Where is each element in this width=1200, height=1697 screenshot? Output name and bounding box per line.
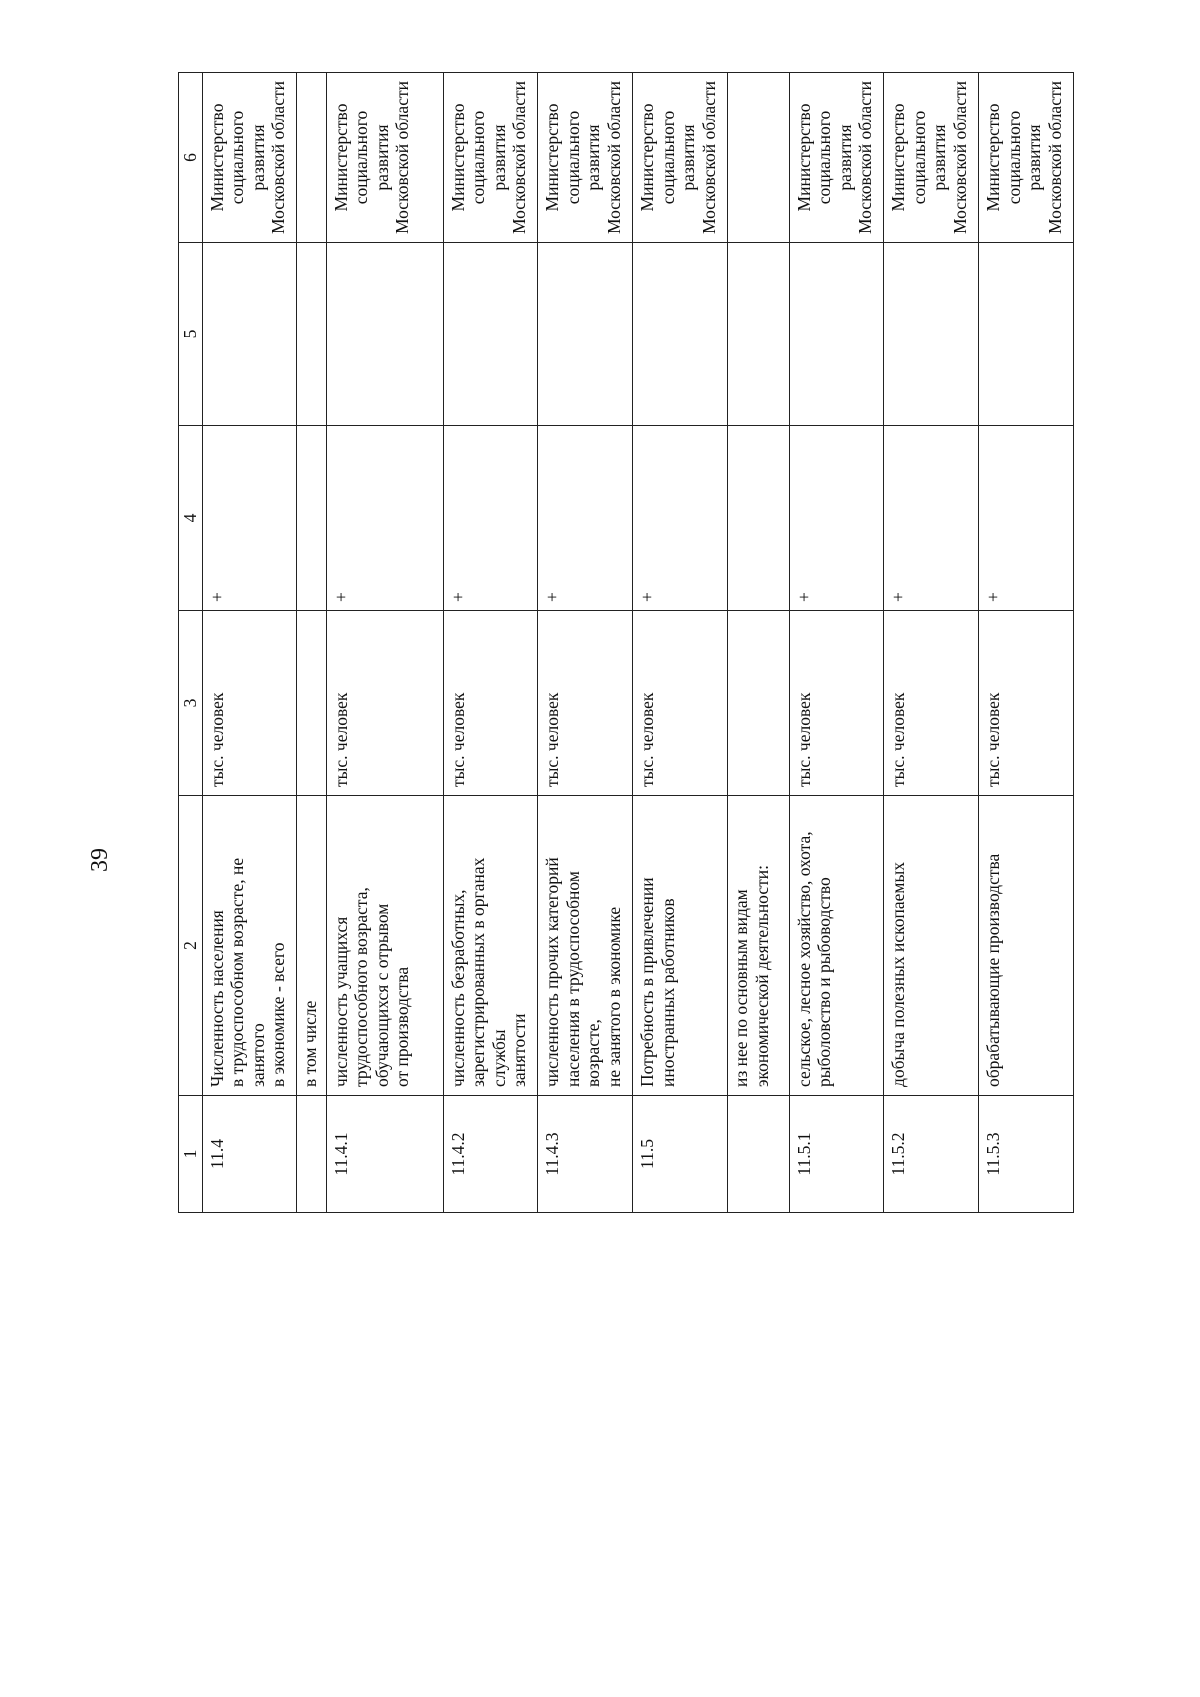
table-container (178, 73, 1074, 1213)
responsible-organization (297, 73, 326, 243)
header-col-2: 2 (179, 796, 203, 1096)
indicator-name: добыча полезных ископаемых (884, 796, 979, 1096)
mark-cell: + (202, 426, 297, 611)
column-5-cell (443, 243, 538, 426)
table-row (884, 73, 979, 1213)
header-col-5: 5 (179, 243, 203, 426)
mark-cell: + (789, 426, 884, 611)
header-col-4: 4 (179, 426, 203, 611)
unit-of-measure: тыс. человек (538, 611, 633, 796)
row-number (297, 1096, 326, 1213)
column-5-cell (789, 243, 884, 426)
indicator-name: численность учащихся трудоспособного возраста, обучающихся с отрывом от производства (326, 796, 443, 1096)
indicator-name: из нее по основным видам экономической деятельности: (728, 796, 790, 1096)
mark-cell: + (443, 426, 538, 611)
table-row (789, 73, 884, 1213)
responsible-organization: Министерство социального развития Московской области (202, 73, 297, 243)
row-number: 11.4.2 (443, 1096, 538, 1213)
indicator-name: обрабатывающие производства (979, 796, 1074, 1096)
unit-of-measure: тыс. человек (979, 611, 1074, 796)
responsible-organization: Министерство социального развития Московской области (884, 73, 979, 243)
mark-cell: + (633, 426, 728, 611)
column-5-cell (297, 243, 326, 426)
column-5-cell (633, 243, 728, 426)
table-row (443, 73, 538, 1213)
indicator-name: сельское, лесное хозяйство, охота, рыболовство и рыбоводство (789, 796, 884, 1096)
row-number: 11.4 (202, 1096, 297, 1213)
row-number: 11.5.1 (789, 1096, 884, 1213)
table-row (979, 73, 1074, 1213)
unit-of-measure: тыс. человек (633, 611, 728, 796)
column-5-cell (884, 243, 979, 426)
row-number: 11.4.1 (326, 1096, 443, 1213)
responsible-organization: Министерство социального развития Московской области (633, 73, 728, 243)
responsible-organization: Министерство социального развития Московской области (789, 73, 884, 243)
responsible-organization: Министерство социального развития Московской области (326, 73, 443, 243)
indicator-name: в том числе (297, 796, 326, 1096)
row-number: 11.4.3 (538, 1096, 633, 1213)
page-number: 39 (87, 848, 113, 872)
indicator-name: Потребность в привлечении иностранных работников (633, 796, 728, 1096)
indicator-name: Численность населения в трудоспособном возрасте, не занятого в экономике - всего (202, 796, 297, 1096)
unit-of-measure (297, 611, 326, 796)
column-5-cell (538, 243, 633, 426)
table-row (202, 73, 297, 1213)
row-number (728, 1096, 790, 1213)
table-row (326, 73, 443, 1213)
indicator-name: численность прочих категорий населения в трудоспособном возрасте, не занятого в экономике (538, 796, 633, 1096)
mark-cell: + (979, 426, 1074, 611)
mark-cell: + (884, 426, 979, 611)
table-header-row (179, 73, 203, 1213)
table-row (633, 73, 728, 1213)
mark-cell: + (326, 426, 443, 611)
row-number: 11.5.3 (979, 1096, 1074, 1213)
mark-cell (297, 426, 326, 611)
unit-of-measure: тыс. человек (443, 611, 538, 796)
unit-of-measure: тыс. человек (789, 611, 884, 796)
column-5-cell (979, 243, 1074, 426)
table-row (728, 73, 790, 1213)
column-5-cell (326, 243, 443, 426)
header-col-1: 1 (179, 1096, 203, 1213)
unit-of-measure: тыс. человек (884, 611, 979, 796)
indicator-name: численность безработных, зарегистрированных в органах службы занятости (443, 796, 538, 1096)
responsible-organization: Министерство социального развития Московской области (538, 73, 633, 243)
indicators-table (178, 72, 1074, 1213)
mark-cell: + (538, 426, 633, 611)
table-row (538, 73, 633, 1213)
row-number: 11.5.2 (884, 1096, 979, 1213)
header-col-3: 3 (179, 611, 203, 796)
table-row (297, 73, 326, 1213)
header-col-6: 6 (179, 73, 203, 243)
unit-of-measure: тыс. человек (326, 611, 443, 796)
column-5-cell (728, 243, 790, 426)
unit-of-measure (728, 611, 790, 796)
column-5-cell (202, 243, 297, 426)
responsible-organization: Министерство социального развития Московской области (443, 73, 538, 243)
unit-of-measure: тыс. человек (202, 611, 297, 796)
row-number: 11.5 (633, 1096, 728, 1213)
responsible-organization (728, 73, 790, 243)
mark-cell (728, 426, 790, 611)
responsible-organization: Министерство социального развития Московской области (979, 73, 1074, 243)
